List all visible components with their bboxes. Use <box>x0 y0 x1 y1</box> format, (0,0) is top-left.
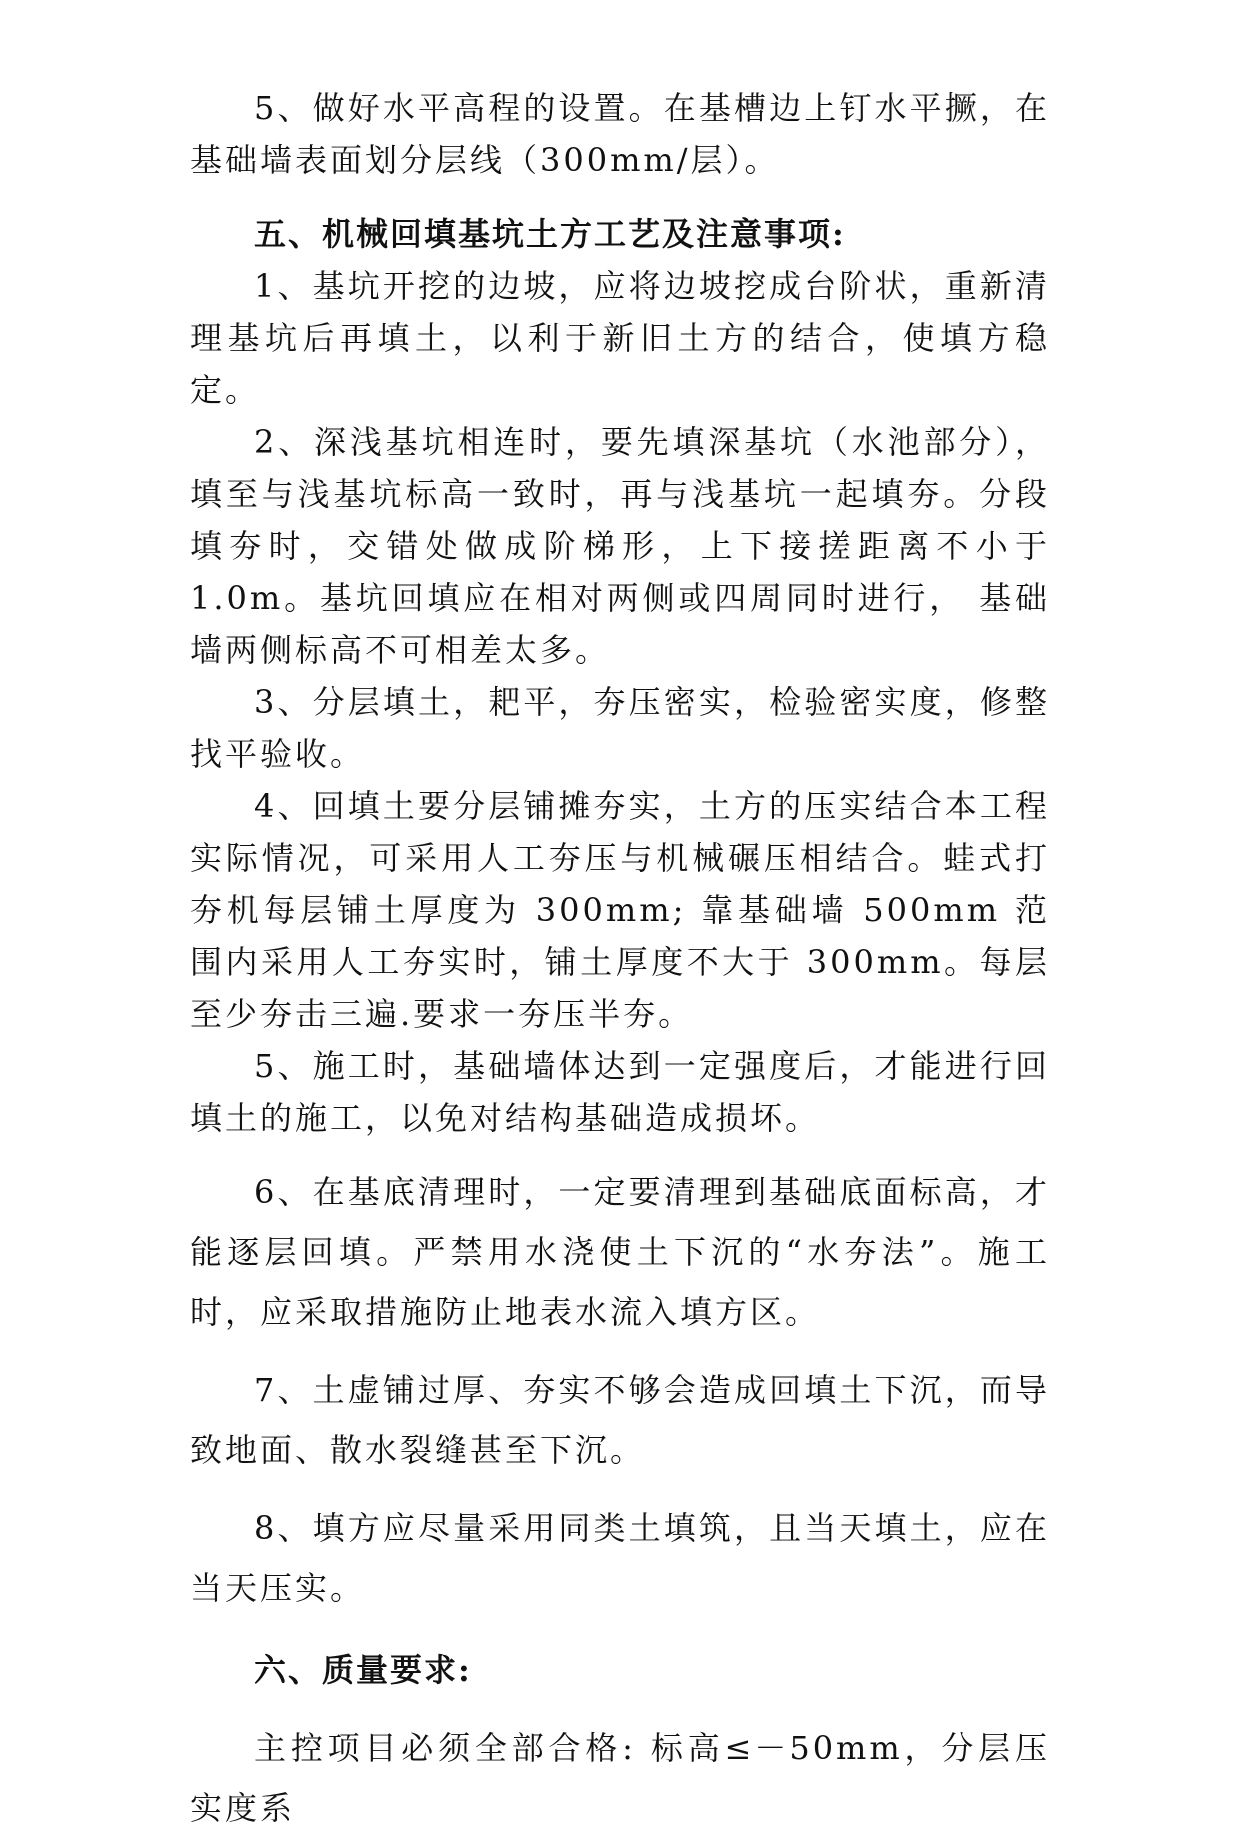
section-heading-backfill: 五、机械回填基坑土方工艺及注意事项: <box>254 215 846 253</box>
paragraph-quality-main: 主控项目必须全部合格: 标高≤－50mm，分层压实度系 <box>190 1729 1050 1827</box>
document-body <box>190 82 1050 1838</box>
paragraph-item-8: 8、填方应尽量采用同类土填筑，且当天填土，应在当天压实。 <box>190 1509 1050 1607</box>
paragraph-item-3: 3、分层填土，耙平，夯压密实，检验密实度，修整找平验收。 <box>190 683 1050 773</box>
paragraph-item-6: 6、在基底清理时，一定要清理到基础底面标高，才能逐层回填。严禁用水浇使土下沉的“水夯法”。施工时，应采取措施防止地表水流入填方区。 <box>190 1173 1050 1331</box>
paragraph-item-5: 5、施工时，基础墙体达到一定强度后，才能进行回填土的施工，以免对结构基础造成损坏。 <box>190 1047 1050 1137</box>
section-heading-quality: 六、质量要求: <box>254 1651 472 1689</box>
paragraph-item-4: 4、回填土要分层铺摊夯实，土方的压实结合本工程实际情况，可采用人工夯压与机械碾压相结合。蛙式打夯机每层铺土厚度为 300mm; 靠基础墙 500mm 范围内采用人工夯实时，铺土厚度不大于 300mm。每层至少夯击三遍.要求一夯压半夯。 <box>190 787 1050 1033</box>
paragraph-item-7: 7、土虚铺过厚、夯实不够会造成回填土下沉，而导致地面、散水裂缝甚至下沉。 <box>190 1371 1050 1469</box>
paragraph-item-1: 1、基坑开挖的边坡，应将边坡挖成台阶状，重新清理基坑后再填土，以利于新旧土方的结合，使填方稳定。 <box>190 267 1050 409</box>
paragraph-elevation-setup: 5、做好水平高程的设置。在基槽边上钉水平撅，在基础墙表面划分层线（300mm/层）。 <box>190 89 1050 179</box>
paragraph-item-2: 2、深浅基坑相连时，要先填深基坑（水池部分），填至与浅基坑标高一致时，再与浅基坑一起填夯。分段填夯时，交错处做成阶梯形，上下接搓距离不小于 1.0m。基坑回填应在相对两侧或四周同时进行， 基础墙两侧标高不可相差太多。 <box>190 423 1050 669</box>
